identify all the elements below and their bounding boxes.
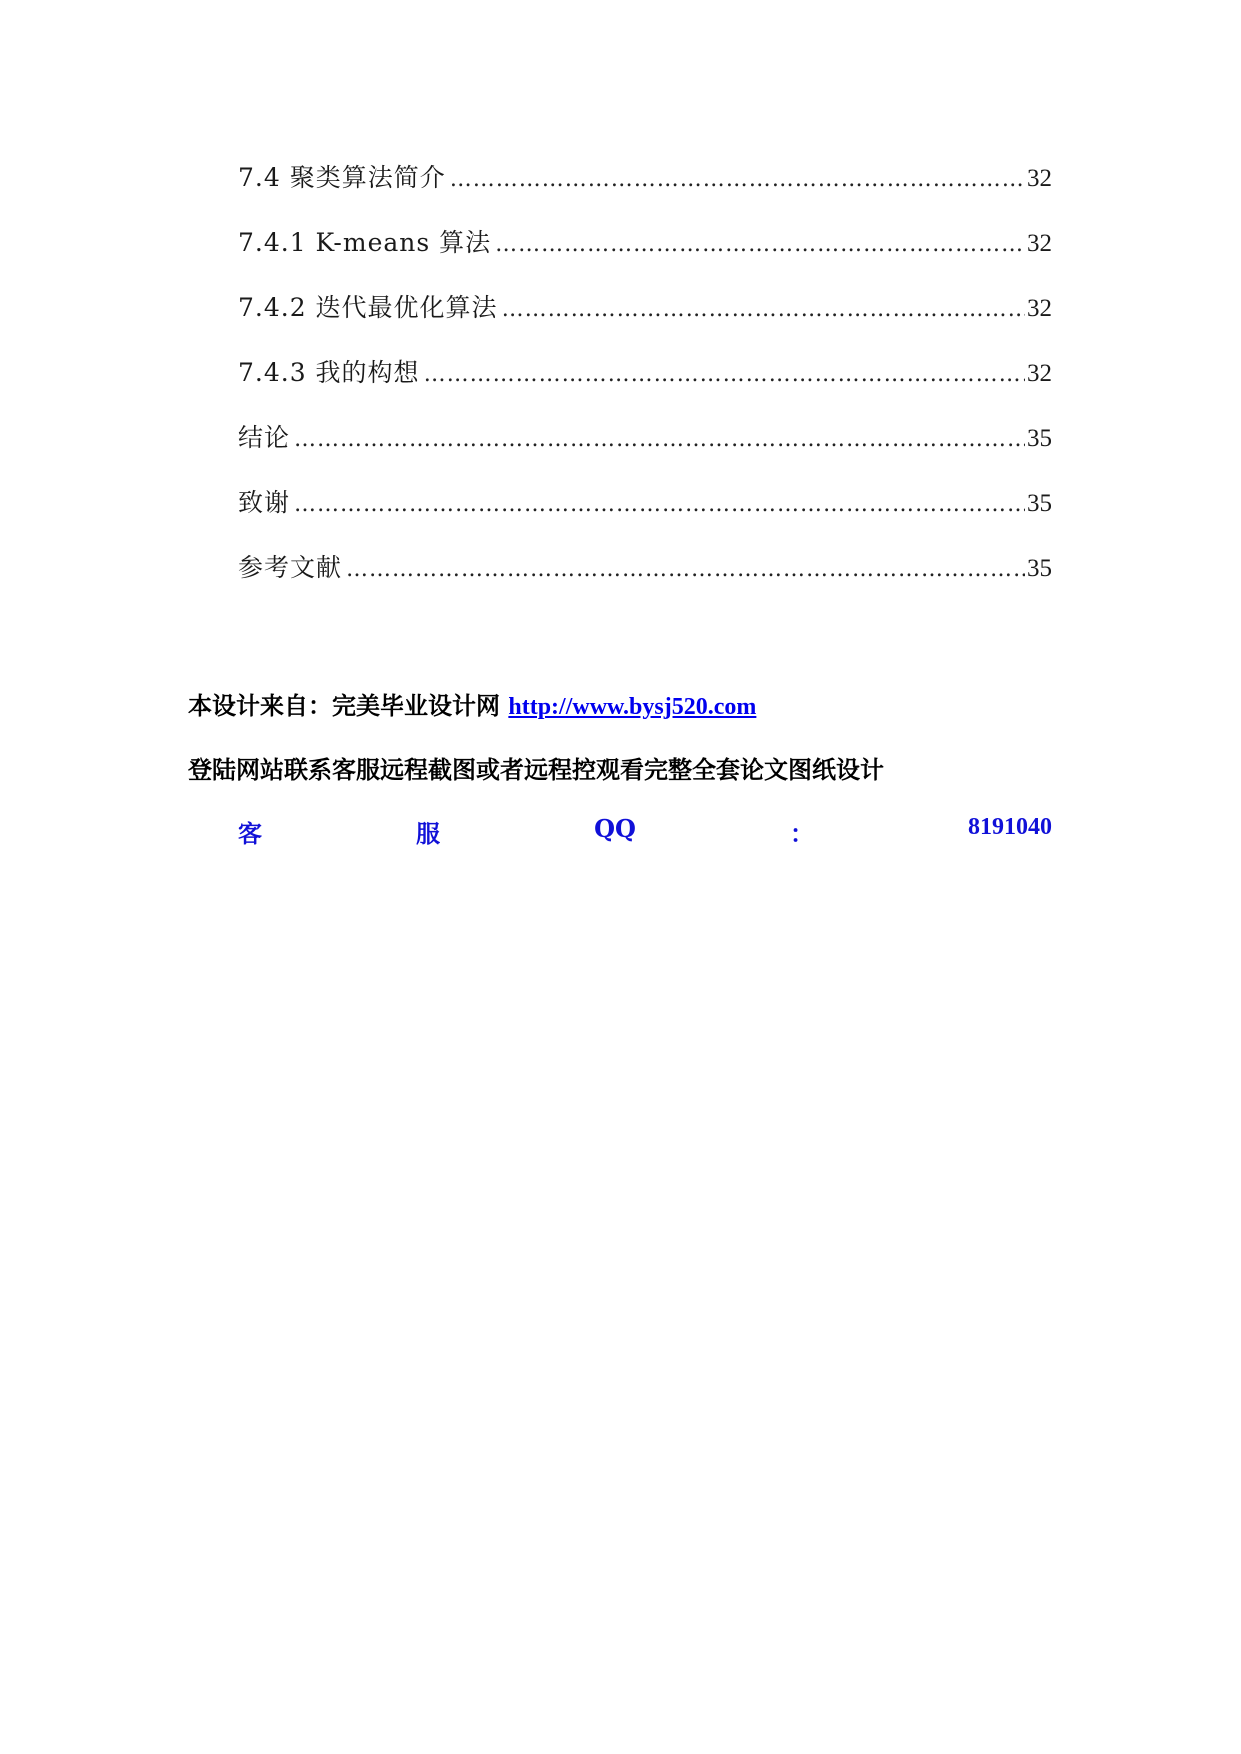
toc-entry-page: 35 [1027, 425, 1052, 452]
toc-leader-dots [495, 225, 1025, 265]
toc-leader-dots [294, 485, 1025, 525]
toc-leader-dots [450, 160, 1025, 200]
toc-entry[interactable] [238, 548, 1052, 613]
toc-entry-label: 结论 [238, 423, 291, 452]
toc-entry-page: 32 [1027, 295, 1052, 322]
toc-entry-page: 35 [1027, 490, 1052, 517]
toc-entry[interactable] [238, 158, 1052, 223]
toc-entry-label: 参考文献 [238, 553, 343, 582]
toc-entry-label: 7.4.2 迭代最优化算法 [238, 293, 498, 322]
toc-entry-label: 7.4.3 我的构想 [238, 358, 420, 387]
table-of-contents [238, 158, 1052, 613]
design-source-prefix: 本设计来自：完美毕业设计网 [188, 691, 500, 720]
website-link[interactable]: http://www.bysj520.com [508, 694, 757, 720]
toc-leader-dots [502, 290, 1025, 330]
toc-entry-page: 35 [1027, 555, 1052, 582]
qq-number: 8191040 [968, 814, 1052, 840]
customer-service-qq [238, 814, 1052, 849]
toc-leader-dots [294, 420, 1025, 460]
design-source-line [188, 686, 756, 721]
toc-entry-page: 32 [1027, 165, 1052, 192]
toc-entry-label: 致谢 [238, 488, 291, 517]
toc-entry-label: 7.4.1 K-means 算法 [238, 228, 492, 257]
qq-label-char-1: 客 [238, 819, 262, 848]
toc-leader-dots [424, 355, 1025, 395]
toc-entry[interactable] [238, 418, 1052, 483]
qq-label-qq: QQ [594, 814, 636, 843]
toc-entry-page: 32 [1027, 230, 1052, 257]
toc-leader-dots [346, 550, 1025, 590]
login-notice: 登陆网站联系客服远程截图或者远程控观看完整全套论文图纸设计 [188, 755, 884, 784]
qq-label-colon: ： [789, 819, 814, 848]
toc-entry[interactable] [238, 288, 1052, 353]
toc-entry[interactable] [238, 223, 1052, 288]
toc-entry-page: 32 [1027, 360, 1052, 387]
toc-entry-label: 7.4 聚类算法简介 [238, 163, 446, 192]
toc-entry[interactable] [238, 353, 1052, 418]
toc-entry[interactable] [238, 483, 1052, 548]
qq-label-char-2: 服 [416, 819, 441, 848]
